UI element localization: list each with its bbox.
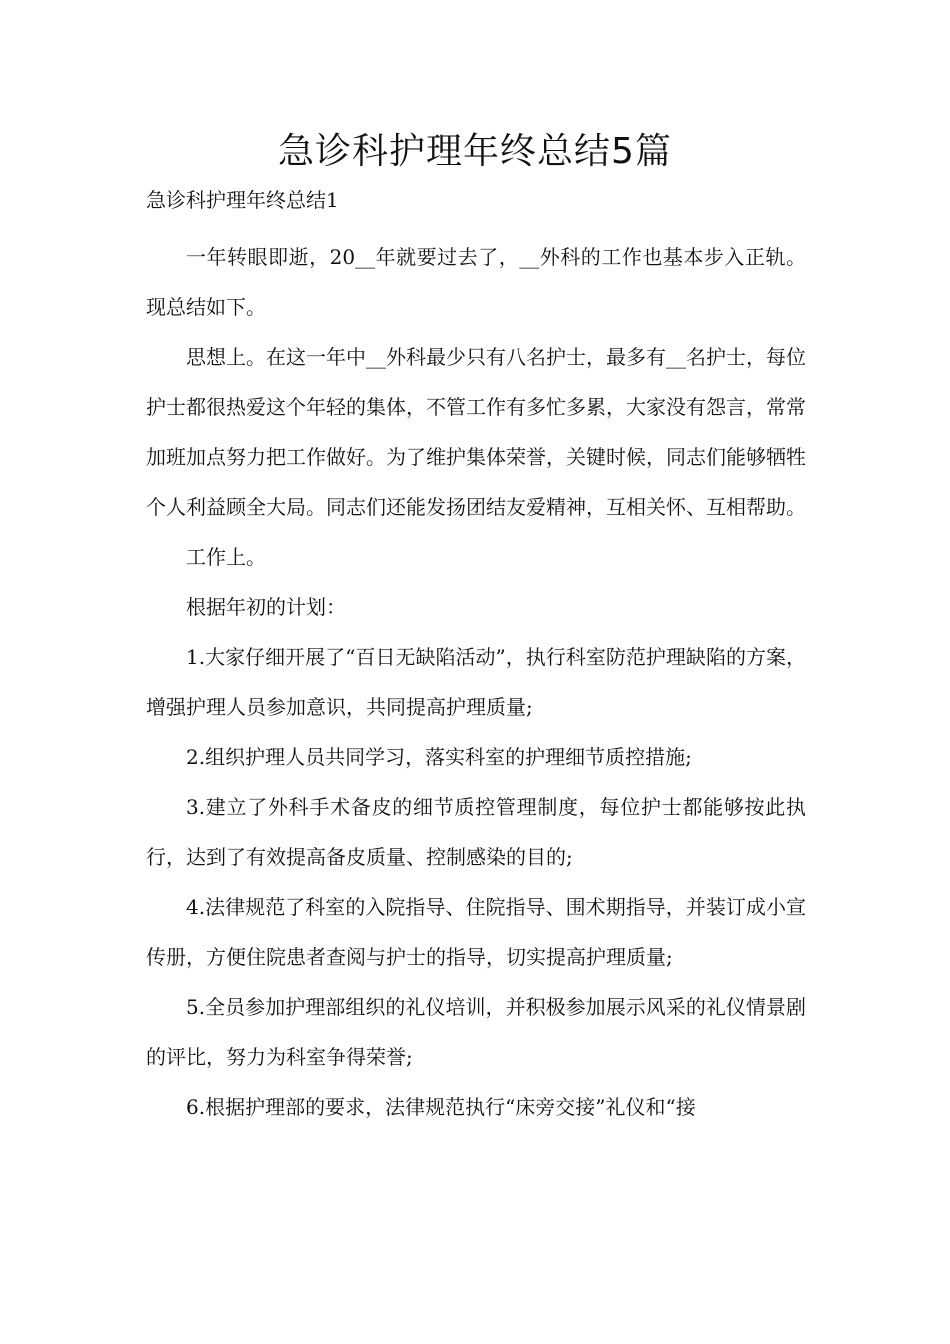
paragraph: 工作上。 [186,545,266,569]
document-title: 急诊科护理年终总结5篇 [278,131,672,172]
paragraph: 2.组织护理人员共同学习，落实科室的护理细节质控措施; [186,745,692,769]
paragraph: 3.建立了外科手术备皮的细节质控管理制度，每位护士都能够按此执行，达到了有效提高备皮质量、控制感染的目的; [146,795,806,869]
section-heading: 急诊科护理年终总结1 [146,188,339,212]
document-body [146,232,806,1132]
paragraph: 根据年初的计划： [186,595,346,619]
paragraph: 思想上。在这一年中__外科最少只有八名护士，最多有__名护士，每位护士都很热爱这个年轻的集体，不管工作有多忙多累，大家没有怨言，常常加班加点努力把工作做好。为了维护集体荣誉，关键时候，同志们能够牺牲个人利益顾全大局。同志们还能发扬团结友爱精神，互相关怀、互相帮助。 [146,345,806,519]
paragraph: 6.根据护理部的要求，法律规范执行“床旁交接”礼仪和“接 [186,1095,696,1119]
paragraph: 5.全员参加护理部组织的礼仪培训，并积极参加展示风采的礼仪情景剧的评比，努力为科室争得荣誉; [146,995,806,1069]
paragraph: 一年转眼即逝，20__年就要过去了，__外科的工作也基本步入正轨。现总结如下。 [146,245,806,319]
paragraph: 1.大家仔细开展了“百日无缺陷活动”，执行科室防范护理缺陷的方案，增强护理人员参加意识，共同提高护理质量; [146,645,806,719]
paragraph: 4.法律规范了科室的入院指导、住院指导、围术期指导，并装订成小宣传册，方便住院患者查阅与护士的指导，切实提高护理质量; [146,895,806,969]
